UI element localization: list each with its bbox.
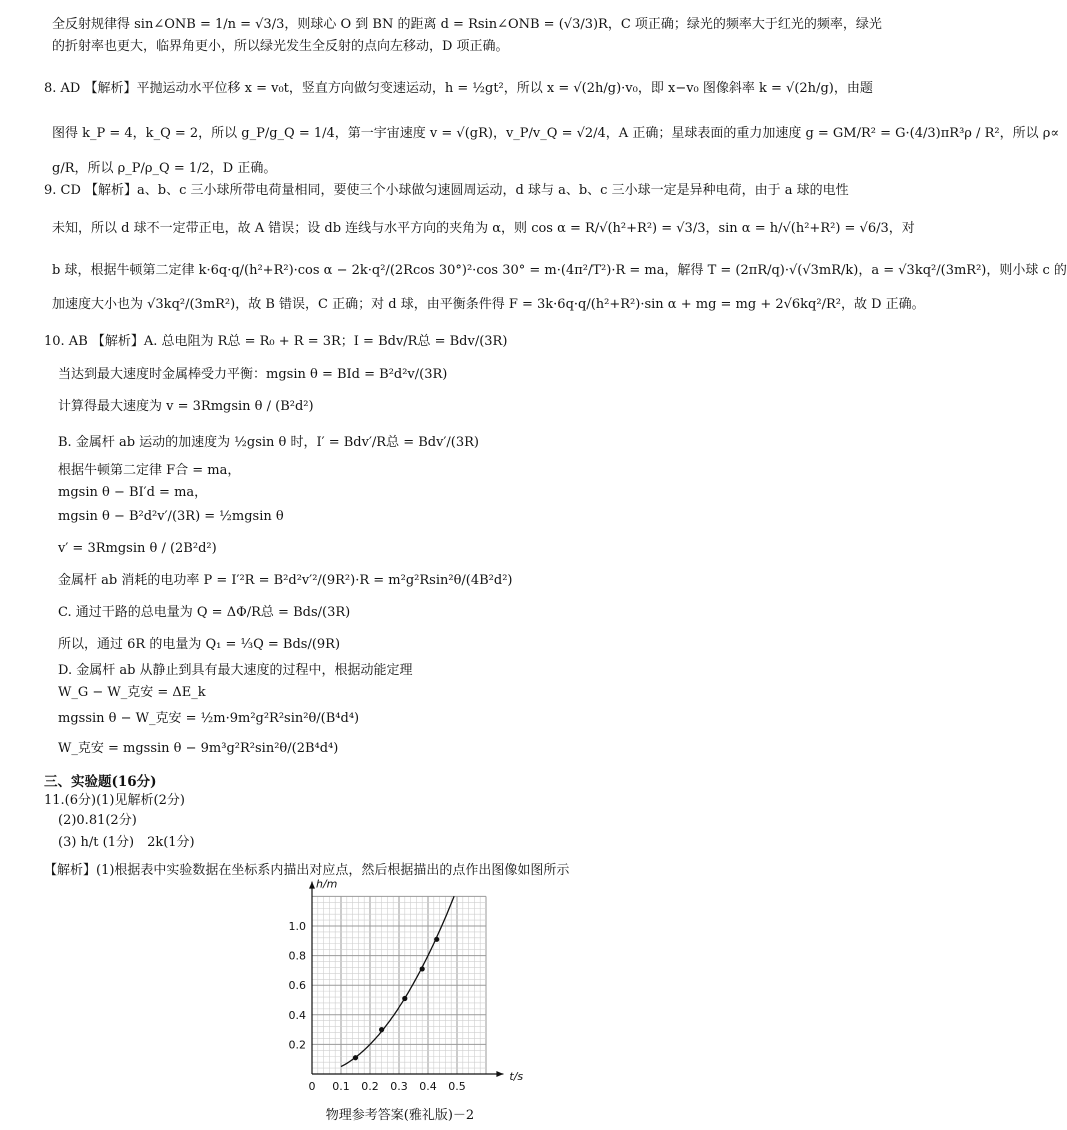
text-line: 根据牛顿第二定律 F合 = ma， — [58, 463, 241, 478]
data-point — [353, 1055, 358, 1060]
analysis-line: 【解析】(1)根据表中实验数据在坐标系内描出对应点，然后根据描出的点作出图像如图所示 — [44, 863, 570, 878]
text-line: W_克安 = mgssin θ − 9m³g²R²sin²θ/(2B⁴d⁴) — [58, 741, 339, 756]
x-axis-label: t/s — [509, 1070, 524, 1083]
y-tick-label: 0.6 — [288, 979, 306, 993]
y-axis-arrow — [309, 882, 315, 889]
data-point — [420, 966, 425, 971]
page-footer: 物理参考答案(雅礼版)－2 — [325, 1108, 475, 1123]
answer-10-line: 10. AB 【解析】A. 总电阻为 R总 = R₀ + R = 3R；I = Bdv/R总 = Bdv/(3R) — [44, 334, 508, 349]
x-tick-label: 0.1 — [332, 1080, 350, 1093]
text-line: 加速度大小也为 √3kq²/(3mR²)，故 B 错误，C 正确；对 d 球，由平衡条件得 F = 3k·6q·q/(h²+R²)·sin α + mg = mg + 2√6kq²/R²，故 D 正确。 — [52, 297, 925, 312]
text-line: mgsin θ − B²d²v′/(3R) = ½mgsin θ — [58, 509, 284, 524]
answer-11-line: 11.(6分)(1)见解析(2分) — [44, 793, 185, 808]
y-tick-label: 1.0 — [288, 920, 306, 933]
section-title: 三、实验题(16分) — [44, 774, 157, 790]
x-tick-label: 0.2 — [361, 1080, 379, 1093]
y-tick-label: 0.2 — [288, 1038, 306, 1052]
x-tick-label: 0.5 — [448, 1080, 466, 1093]
text-line: 未知，所以 d 球不一定带正电，故 A 错误；设 db 连线与水平方向的夹角为 α，则 cos α = R/√(h²+R²) = √3/3，sin α = h/√(h²+R²) = √6/3，对 — [52, 221, 915, 236]
text-line: 全反射规律得 sin∠ONB = 1/n = √3/3，则球心 O 到 BN 的距离 d = Rsin∠ONB = (√3/3)R，C 项正确；绿光的频率大于红光的频率，绿光 — [52, 17, 882, 32]
text-line: 图得 k_P = 4，k_Q = 2，所以 g_P/g_Q = 1/4，第一宇宙速度 v = √(gR)，v_P/v_Q = √2/4，A 正确；星球表面的重力加速度 g = GM/R² = G·(4/3)πR³ρ / R²，所以 ρ∝ — [52, 126, 1060, 141]
y-axis-label: h/m — [316, 877, 338, 891]
text-line: 的折射率也更大，临界角更小，所以绿光发生全反射的点向左移动，D 项正确。 — [52, 39, 509, 54]
text-line: C. 通过干路的总电量为 Q = ΔΦ/R总 = Bds/(3R) — [58, 605, 351, 620]
data-point — [434, 937, 439, 942]
text-line: (3) h/t (1分) 2k(1分) — [58, 835, 195, 850]
y-tick-label: 0.8 — [288, 949, 306, 963]
text-line: 当达到最大速度时金属棒受力平衡：mgsin θ = BId = B²d²v/(3R) — [58, 367, 448, 382]
answer-9-line: 9. CD 【解析】a、b、c 三小球所带电荷量相同，要使三个小球做匀速圆周运动，d 球与 a、b、c 三小球一定是异种电荷，由于 a 球的电性 — [44, 183, 849, 198]
text-line: B. 金属杆 ab 运动的加速度为 ½gsin θ 时，I′ = Bdv′/R总 = Bdv′/(3R) — [58, 435, 479, 450]
text-line: 所以，通过 6R 的电量为 Q₁ = ⅓Q = Bds/(9R) — [58, 637, 341, 652]
text-line: 金属杆 ab 消耗的电功率 P = I′²R = B²d²v′²/(9R²)·R = m²g²Rsin²θ/(4B²d²) — [58, 573, 513, 588]
text-line: mgsin θ − BI′d = ma， — [58, 485, 208, 500]
x-axis-arrow — [496, 1071, 503, 1077]
answer-8-line: 8. AD 【解析】平抛运动水平位移 x = v₀t，竖直方向做匀变速运动，h = ½gt²，所以 x = √(2h/g)·v₀，即 x−v₀ 图像斜率 k = √(2h/g)，由题 — [44, 81, 873, 96]
text-line: 计算得最大速度为 v = 3Rmgsin θ / (B²d²) — [58, 399, 314, 414]
text-line: (2)0.81(2分) — [58, 813, 137, 828]
data-point — [402, 996, 407, 1001]
fit-curve — [341, 896, 454, 1066]
y-tick-label: 0.4 — [288, 1008, 306, 1022]
text-line: g/R，所以 ρ_P/ρ_Q = 1/2，D 正确。 — [52, 161, 277, 176]
text-line: b 球，根据牛顿第二定律 k·6q·q/(h²+R²)·cos α − 2k·q²/(2Rcos 30°)²·cos 30° = m·(4π²/T²)·R = ma，解得 T = (2πR/q)·√(√3mR/k)，a = √3kq²/(3mR²)，则小球 c 的 — [52, 263, 1067, 278]
x-tick-label: 0.4 — [419, 1080, 437, 1093]
text-line: D. 金属杆 ab 从静止到具有最大速度的过程中，根据动能定理 — [58, 663, 413, 678]
text-line: W_G − W_克安 = ΔE_k — [58, 685, 206, 700]
data-point — [379, 1027, 384, 1032]
text-line: v′ = 3Rmgsin θ / (2B²d²) — [58, 541, 217, 556]
text-line: mgssin θ − W_克安 = ½m·9m²g²R²sin²θ/(B⁴d⁴) — [58, 711, 360, 726]
x-tick-label: 0 — [308, 1080, 316, 1093]
x-tick-label: 0.3 — [390, 1080, 408, 1093]
